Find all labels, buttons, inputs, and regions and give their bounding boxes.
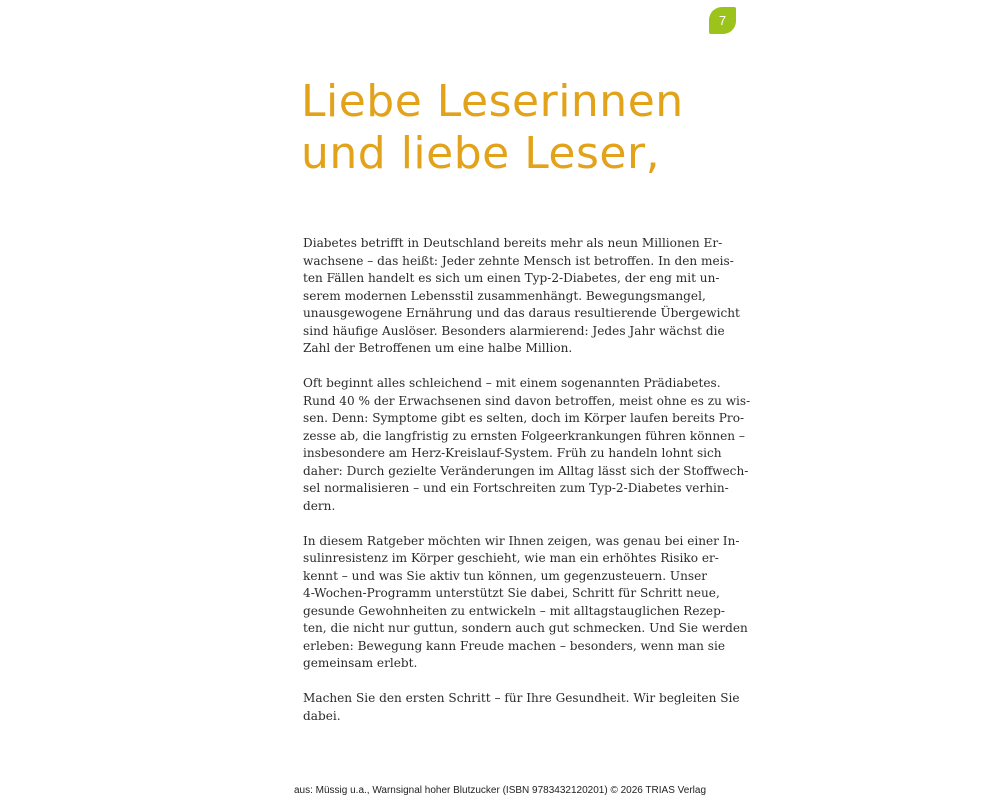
text-line: Rund 40 % der Erwachsenen sind davon betroffen, meist ohne es zu wis- [303,393,751,408]
heading-line: und liebe Leser, [301,128,661,179]
text-line: daher: Durch gezielte Veränderungen im Alltag lässt sich der Stoffwech- [303,463,749,478]
text-line: Zahl der Betroffenen um eine halbe Million. [303,341,573,355]
text-line: ten Fällen handelt es sich um einen Typ-2-Diabetes, der eng mit un- [303,271,720,285]
text-line: sind häufige Auslöser. Besonders alarmierend: Jedes Jahr wächst die [303,323,725,338]
text-line: sen. Denn: Symptome gibt es selten, doch im Körper laufen bereits Pro- [303,411,745,425]
text-line: dern. [303,498,336,513]
text-line: Oft beginnt alles schleichend – mit einem sogenannten Prädiabetes. [303,376,721,390]
text-line: wachsene – das heißt: Jeder zehnte Mensch ist betroffen. In den meis- [303,253,734,268]
text-line: sulinresistenz im Körper geschieht, wie man ein erhöhtes Risiko er- [303,551,719,565]
text-line: kennt – und was Sie aktiv tun können, um gegenzusteuern. Unser [303,568,708,583]
text-line: Diabetes betrifft in Deutschland bereits mehr als neun Millionen Er- [303,236,723,250]
text-line: erleben: Bewegung kann Freude machen – besonders, wenn man sie [303,638,725,653]
paragraph-1 [303,235,740,358]
text-line: Machen Sie den ersten Schritt – für Ihre Gesundheit. Wir begleiten Sie [303,691,740,705]
page-heading [301,76,721,180]
text-line: zesse ab, die langfristig zu ernsten Folgeerkrankungen führen können – [303,428,745,443]
text-line: unausgewogene Ernährung und das daraus resultierende Übergewicht [303,306,740,320]
text-line: gesunde Gewohnheiten zu entwickeln – mit alltagstauglichen Rezep- [303,603,725,618]
text-line: insbesondere am Herz-Kreislauf-System. Früh zu handeln lohnt sich [303,446,722,460]
paragraph-2 [303,375,751,515]
text-line: ten, die nicht nur guttun, sondern auch gut schmecken. Und Sie werden [303,621,748,635]
page-number-badge: 7 [709,7,736,34]
footer-citation: aus: Müssig u.a., Warnsignal hoher Blutzucker (ISBN 9783432120201) © 2026 TRIAS Verlag [293,785,707,796]
text-line: serem modernen Lebensstil zusammenhängt. Bewegungsmangel, [303,288,706,303]
text-line: dabei. [303,708,341,723]
text-line: 4-Wochen-Programm unterstützt Sie dabei, Schritt für Schritt neue, [303,586,720,600]
paragraph-3 [303,533,748,673]
paragraph-4 [303,690,740,725]
text-line: sel normalisieren – und ein Fortschreiten zum Typ-2-Diabetes verhin- [303,481,729,495]
body-text [303,235,751,743]
text-line: gemeinsam erlebt. [303,656,418,670]
heading-line: Liebe Leserinnen [301,76,684,127]
text-line: In diesem Ratgeber möchten wir Ihnen zeigen, was genau bei einer In- [303,533,740,548]
